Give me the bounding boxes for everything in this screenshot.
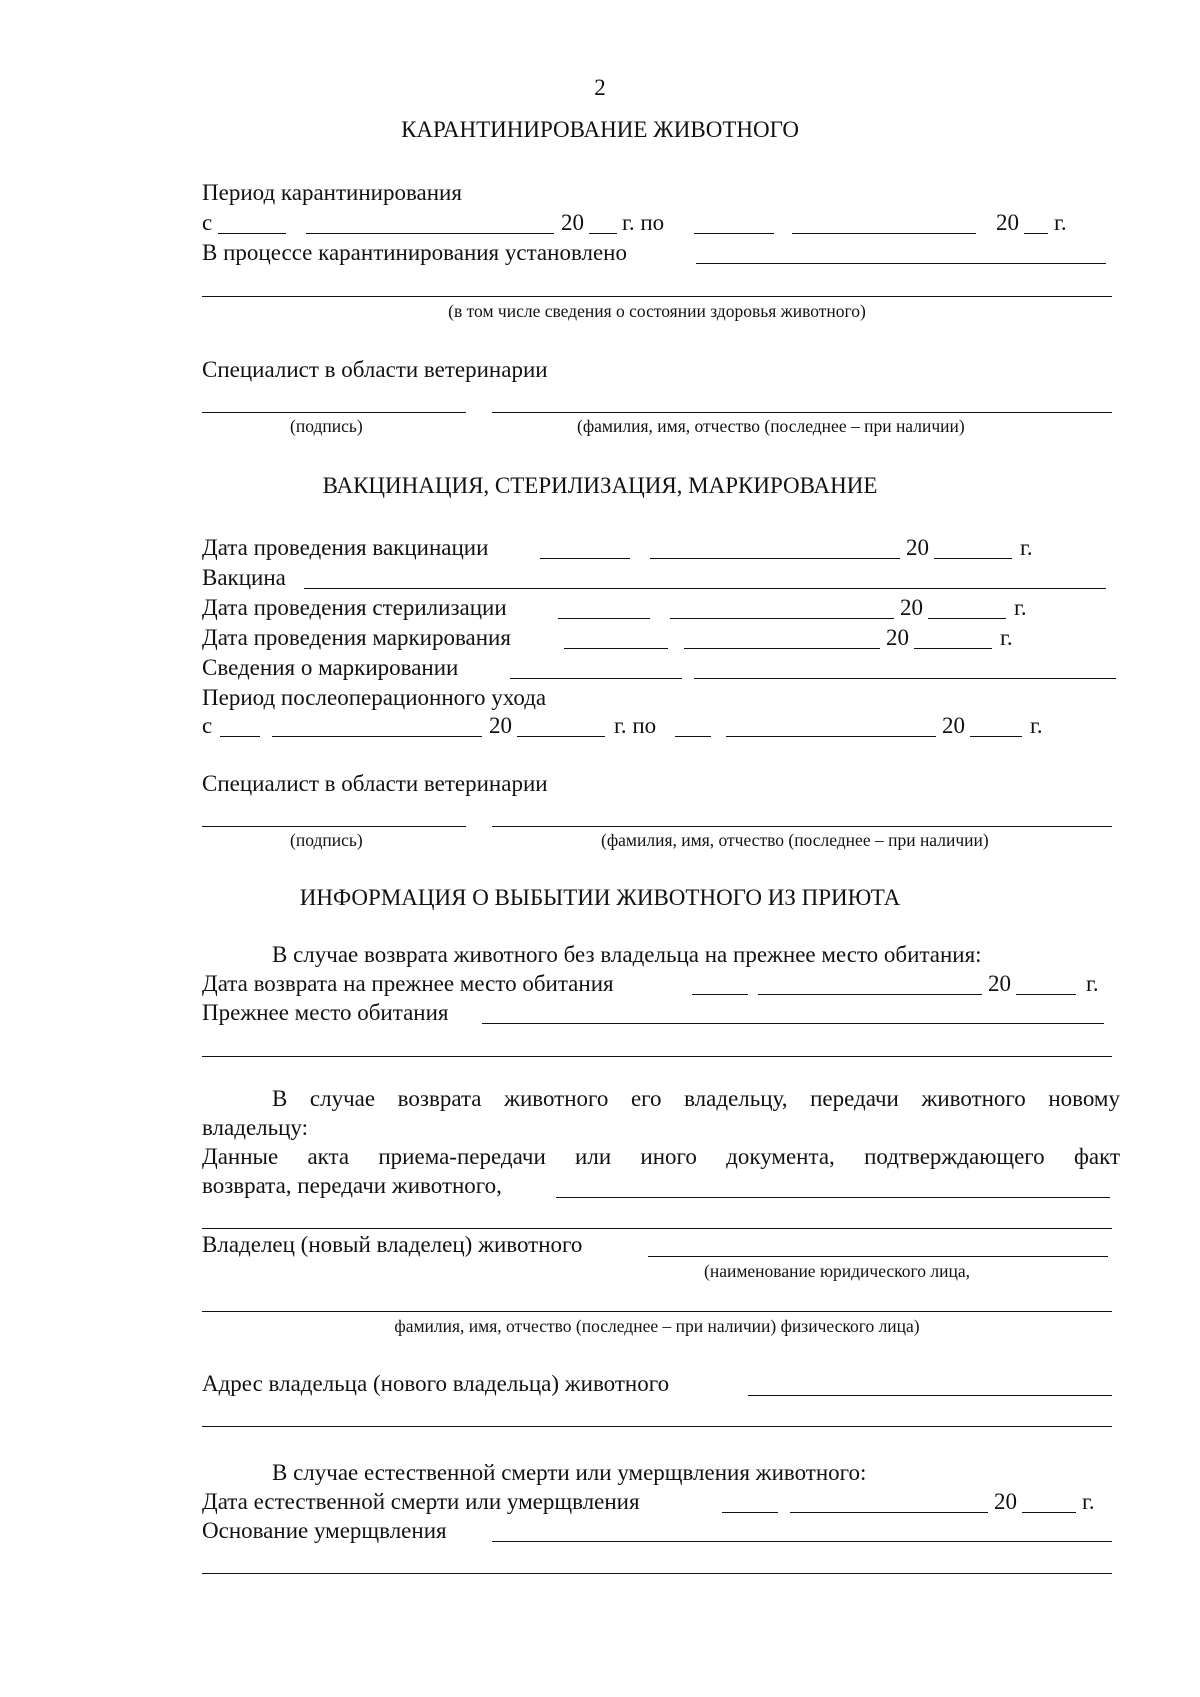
vaccination-signature-field[interactable] <box>202 826 466 827</box>
return-year-suffix: г. <box>1086 971 1099 996</box>
marking-date-label: Дата проведения маркирования <box>202 625 511 650</box>
return-year-field[interactable] <box>1016 994 1076 995</box>
death-year-prefix: 20 <box>994 1489 1017 1514</box>
marking-info-field[interactable] <box>510 678 682 679</box>
death-date-label: Дата естественной смерти или умерщвления <box>202 1489 640 1514</box>
postop-to-day-field[interactable] <box>675 736 711 737</box>
quarantine-to-word: г. по <box>622 210 665 235</box>
quarantine-from-year-prefix: 20 <box>561 210 584 235</box>
quarantine-from-month-field[interactable] <box>306 233 554 234</box>
marking-month-field[interactable] <box>684 648 880 649</box>
death-month-field[interactable] <box>790 1512 988 1513</box>
vaccination-year-field[interactable] <box>934 558 1012 559</box>
death-year-field[interactable] <box>1022 1512 1076 1513</box>
departure-title: ИНФОРМАЦИЯ О ВЫБЫТИИ ЖИВОТНОГО ИЗ ПРИЮТА <box>299 885 901 910</box>
return-without-owner-text: В случае возврата животного без владельца на прежнее место обитания: <box>272 942 982 967</box>
death-year-suffix: г. <box>1082 1489 1095 1514</box>
postop-to-word: г. по <box>614 713 657 738</box>
owner-label: Владелец (новый владелец) животного <box>202 1232 583 1257</box>
vaccination-year-suffix: г. <box>1020 535 1033 560</box>
vaccination-day-field[interactable] <box>540 558 630 559</box>
quarantine-name-caption: (фамилия, имя, отчество (последнее – при наличии) <box>577 416 965 436</box>
sterilization-day-field[interactable] <box>558 618 650 619</box>
death-intro-text: В случае естественной смерти или умерщвления животного: <box>272 1460 867 1485</box>
sterilization-date-label: Дата проведения стерилизации <box>202 595 507 620</box>
quarantine-title: КАРАНТИНИРОВАНИЕ ЖИВОТНОГО <box>401 117 799 142</box>
act-data-field-2[interactable] <box>202 1228 1112 1229</box>
sterilization-year-field[interactable] <box>928 618 1006 619</box>
owner-address-field-2[interactable] <box>202 1426 1112 1427</box>
vaccination-title: ВАКЦИНАЦИЯ, СТЕРИЛИЗАЦИЯ, МАРКИРОВАНИЕ <box>322 473 878 498</box>
legal-entity-caption: (наименование юридического лица, <box>704 1261 971 1281</box>
former-habitat-label: Прежнее место обитания <box>202 1000 449 1025</box>
death-day-field[interactable] <box>722 1512 778 1513</box>
vaccination-date-label: Дата проведения вакцинации <box>202 535 489 560</box>
return-day-field[interactable] <box>692 994 748 995</box>
vaccine-field[interactable] <box>304 588 1106 589</box>
return-month-field[interactable] <box>758 994 982 995</box>
sterilization-year-suffix: г. <box>1014 595 1027 620</box>
vaccination-year-prefix: 20 <box>906 535 929 560</box>
postop-to-month-field[interactable] <box>726 736 936 737</box>
euthanasia-basis-field[interactable] <box>492 1541 1112 1542</box>
quarantine-signature-field[interactable] <box>202 412 466 413</box>
postop-to-year-prefix: 20 <box>942 713 965 738</box>
euthanasia-basis-field-2[interactable] <box>202 1573 1112 1574</box>
return-year-prefix: 20 <box>988 971 1011 996</box>
quarantine-period-label: Период карантинирования <box>202 180 462 205</box>
vaccination-name-caption: (фамилия, имя, отчество (последнее – при наличии) <box>601 830 989 850</box>
euthanasia-basis-label: Основание умерщвления <box>202 1518 447 1543</box>
postop-from-day-field[interactable] <box>220 736 260 737</box>
quarantine-name-field[interactable] <box>492 412 1112 413</box>
marking-year-field[interactable] <box>914 648 992 649</box>
marking-year-prefix: 20 <box>886 625 909 650</box>
former-habitat-field-2[interactable] <box>202 1056 1112 1057</box>
quarantine-from-day-field[interactable] <box>218 233 286 234</box>
quarantine-to-year-suffix: г. <box>1054 210 1067 235</box>
owner-address-label: Адрес владельца (нового владельца) животного <box>202 1371 670 1396</box>
marking-year-suffix: г. <box>1000 625 1013 650</box>
owner-field[interactable] <box>648 1256 1108 1257</box>
quarantine-from-prefix: с <box>202 210 213 235</box>
vaccination-month-field[interactable] <box>650 558 900 559</box>
sterilization-year-prefix: 20 <box>900 595 923 620</box>
return-to-owner-line2: владельцу: <box>202 1115 309 1140</box>
marking-info-label: Сведения о маркировании <box>202 655 459 680</box>
quarantine-established-label: В процессе карантинирования установлено <box>202 240 627 265</box>
postop-from-year-field[interactable] <box>517 736 605 737</box>
postop-from-year-prefix: 20 <box>489 713 512 738</box>
individual-caption: фамилия, имя, отчество (последнее – при наличии) физического лица) <box>394 1316 920 1336</box>
quarantine-established-field-2[interactable] <box>202 296 1112 297</box>
postop-to-year-suffix: г. <box>1030 713 1043 738</box>
quarantine-signature-caption: (подпись) <box>290 416 363 436</box>
quarantine-from-year-field[interactable] <box>589 233 617 234</box>
quarantine-established-field[interactable] <box>696 263 1106 264</box>
quarantine-to-year-field[interactable] <box>1024 233 1048 234</box>
vaccination-name-field[interactable] <box>492 826 1112 827</box>
return-to-owner-line1: В случае возврата животного его владельцу, передачи животного новому <box>272 1086 1120 1111</box>
owner-address-field[interactable] <box>748 1395 1112 1396</box>
quarantine-to-day-field[interactable] <box>694 233 774 234</box>
postop-label: Период послеоперационного ухода <box>202 685 547 710</box>
postop-to-year-field[interactable] <box>970 736 1022 737</box>
quarantine-specialist-label: Специалист в области ветеринарии <box>202 357 548 382</box>
vaccination-specialist-label: Специалист в области ветеринарии <box>202 771 548 796</box>
sterilization-month-field[interactable] <box>670 618 894 619</box>
former-habitat-field[interactable] <box>482 1023 1104 1024</box>
vaccine-label: Вакцина <box>202 565 286 590</box>
act-data-field[interactable] <box>556 1197 1110 1198</box>
return-date-label: Дата возврата на прежнее место обитания <box>202 971 614 996</box>
page-number: 2 <box>594 75 606 100</box>
marking-day-field[interactable] <box>564 648 668 649</box>
quarantine-to-year-prefix: 20 <box>996 210 1019 235</box>
marking-info-field-2[interactable] <box>694 678 1116 679</box>
quarantine-to-month-field[interactable] <box>792 233 976 234</box>
postop-from-prefix: с <box>202 713 213 738</box>
postop-from-month-field[interactable] <box>272 736 482 737</box>
vaccination-signature-caption: (подпись) <box>290 830 363 850</box>
health-caption: (в том числе сведения о состоянии здоровья животного) <box>448 301 866 321</box>
act-data-line1: Данные акта приема-передачи или иного документа, подтверждающего факт <box>202 1144 1120 1169</box>
act-data-line2: возврата, передачи животного, <box>202 1173 502 1198</box>
owner-field-2[interactable] <box>202 1311 1112 1312</box>
